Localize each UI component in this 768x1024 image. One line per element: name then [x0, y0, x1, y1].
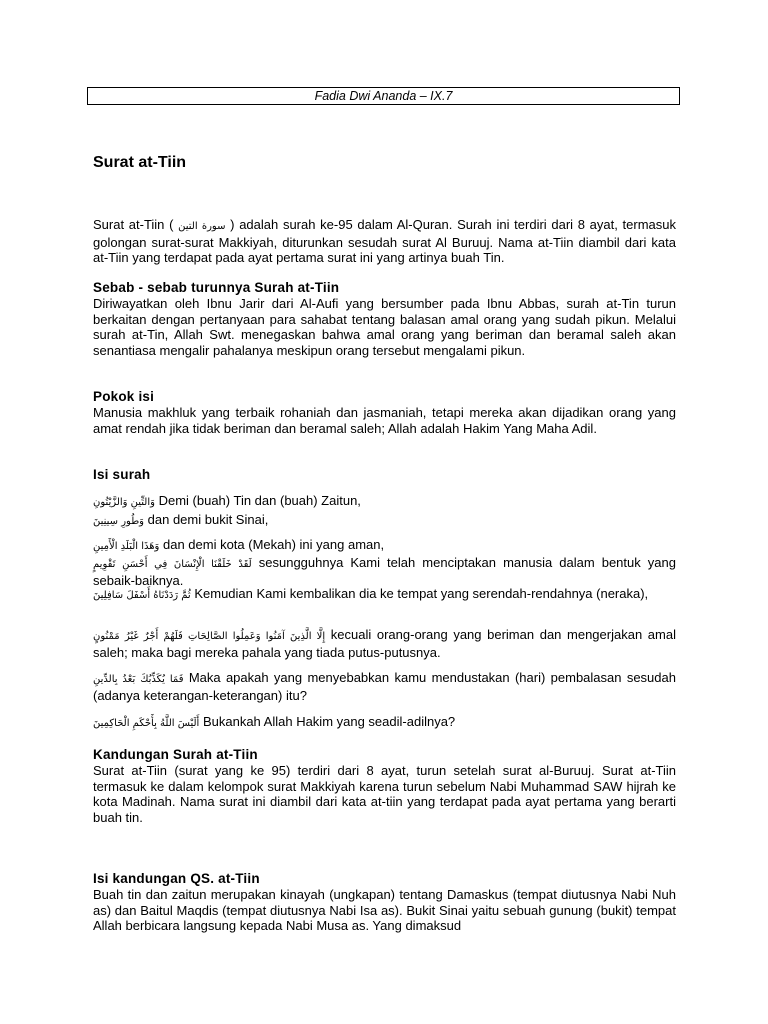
ayah-8-text: Bukankah Allah Hakim yang seadil-adilnya?	[202, 714, 456, 729]
ayah-6	[93, 627, 676, 660]
ayah-1-arabic: وَالتِّينِ وَالزَّيْتُونِ	[93, 497, 155, 508]
sebab-heading: Sebab - sebab turunnya Surah at-Tiin	[93, 280, 340, 295]
ayah-7-text: Maka apakah yang menyebabkan kamu mendustakan (hari) pembalasan sesudah (adanya keterangan-keterangan) itu?	[93, 670, 676, 703]
ayah-1	[93, 493, 676, 511]
ayah-2-text: dan demi bukit Sinai,	[147, 512, 269, 527]
ayah-4-text: sesungguhnya Kami telah menciptakan manusia dalam bentuk yang sebaik-baiknya.	[93, 555, 676, 588]
header-text: Fadia Dwi Ananda – IX.7	[314, 89, 453, 103]
ayah-6-text: kecuali orang-orang yang beriman dan mengerjakan amal saleh; maka bagi mereka pahala yang tiada putus-putusnya.	[93, 627, 676, 660]
intro-arabic: سورة التين	[178, 221, 226, 232]
isi-kandungan-paragraph: Buah tin dan zaitun merupakan kinayah (ungkapan) tentang Damaskus (tempat diutusnya Nabi Nuh as) dan Baitul Maqdis (tempat diutusnya Nabi Isa as). Bukit Sinai yaitu sebuah gunung (bukit) tempat Allah berbicara langsung kepada Nabi Musa as. Yang dimaksud	[93, 887, 676, 934]
ayah-4-arabic: لَقَدْ خَلَقْنَا الْإِنْسَانَ فِي أَحْسَنِ تَقْوِيمٍ	[93, 559, 252, 570]
ayah-7-arabic: فَمَا يُكَذِّبُكَ بَعْدُ بِالدِّينِ	[93, 674, 184, 685]
ayah-5	[93, 586, 676, 604]
intro-text-before: Surat at-Tiin (	[93, 217, 179, 232]
isi-kandungan-heading: Isi kandungan QS. at-Tiin	[93, 871, 260, 886]
ayah-3-arabic: وَهَذَا الْبَلَدِ الْأَمِينِ	[93, 541, 160, 552]
ayah-7	[93, 670, 676, 703]
ayah-3	[93, 537, 676, 555]
intro-paragraph	[93, 217, 676, 266]
intro-text-after: ) adalah surah ke-95 dalam Al-Quran. Surah ini terdiri dari 8 ayat, termasuk golongan surat-surat Makkiyah, diturunkan sesudah surat Al Buruuj. Nama at-Tiin diambil dari kata at-Tiin yang terdapat pada ayat pertama surat ini yang artinya buah Tin.	[93, 217, 677, 266]
sebab-paragraph: Diriwayatkan oleh Ibnu Jarir dari Al-Aufi yang bersumber pada Ibnu Abbas, surah at-Tin turun berkaitan dengan pertanyaan para sahabat tentang balasan amal orang yang sudah pikun. Melalui surah at-Tin, Allah Swt. menegaskan bahwa amal orang yang beriman dan beramal saleh akan senantiasa mengalir pahalanya meskipun orang tersebut mengalami pikun.	[93, 296, 676, 359]
ayah-5-arabic: ثُمَّ رَدَدْنَاهُ أَسْفَلَ سَافِلِينَ	[93, 590, 191, 601]
pokok-paragraph: Manusia makhluk yang terbaik rohaniah dan jasmaniah, tetapi mereka akan dijadikan orang yang amat rendah jika tidak beriman dan beramal saleh; Allah adalah Hakim Yang Maha Adil.	[93, 405, 676, 436]
header-name-box	[87, 87, 680, 105]
pokok-heading: Pokok isi	[93, 389, 155, 404]
ayah-8	[93, 714, 676, 732]
isi-surah-heading: Isi surah	[93, 467, 151, 482]
kandungan-paragraph: Surat at-Tiin (surat yang ke 95) terdiri dari 8 ayat, turun setelah surat al-Buruuj. Surat at-Tiin termasuk ke dalam kelompok surat Makkiyah karena turun sebelum Nabi Muhammad SAW hijrah ke kota Madinah. Nama surat ini diambil dari kata at-tiin yang terdapat pada ayat pertama yang berarti buah tin.	[93, 763, 676, 826]
ayah-8-arabic: أَلَيْسَ اللَّهُ بِأَحْكَمِ الْحَاكِمِينَ	[93, 718, 200, 729]
ayah-5-text: Kemudian Kami kembalikan dia ke tempat yang serendah-rendahnya (neraka),	[194, 586, 649, 601]
ayah-1-text: Demi (buah) Tin dan (buah) Zaitun,	[158, 493, 361, 508]
ayah-4	[93, 555, 676, 588]
page-title: Surat at-Tiin	[93, 154, 187, 171]
kandungan-heading: Kandungan Surah at-Tiin	[93, 747, 258, 762]
ayah-6-arabic: إِلَّا الَّذِينَ آمَنُوا وَعَمِلُوا الصَّالِحَاتِ فَلَهُمْ أَجْرٌ غَيْرُ مَمْنُونٍ	[93, 631, 326, 642]
ayah-2-arabic: وَطُورِ سِينِينَ	[93, 516, 145, 527]
ayah-3-text: dan demi kota (Mekah) ini yang aman,	[162, 537, 385, 552]
ayah-2	[93, 512, 676, 530]
